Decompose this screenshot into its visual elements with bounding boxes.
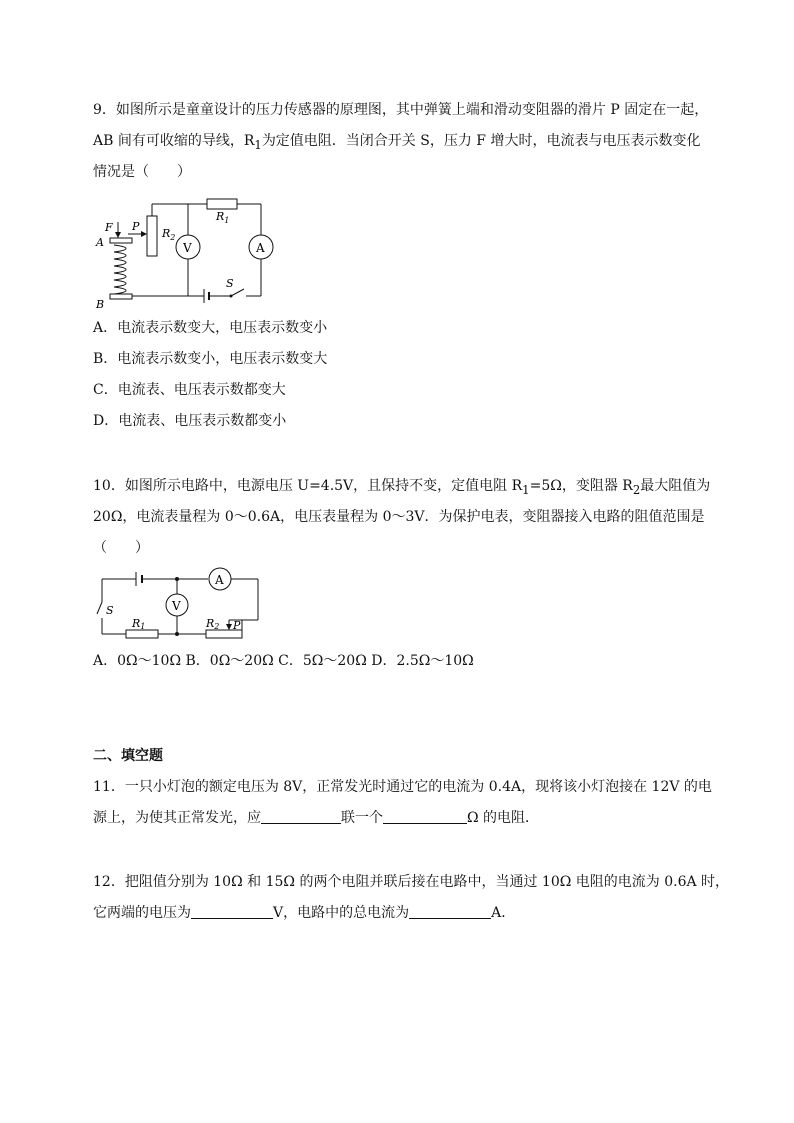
svg-text:A: A	[256, 241, 265, 255]
svg-text:F: F	[105, 221, 113, 234]
r2-resistor	[147, 216, 157, 256]
q10-line2: 20Ω，电流表量程为 0～0.6A，电压表量程为 0～3V．为保护电表，变阻器接入电路的阻值范围是	[93, 509, 705, 525]
q9-option-d[interactable]: D．电流表、电压表示数都变小	[93, 413, 287, 429]
svg-text:V: V	[172, 599, 181, 613]
svg-text:S: S	[106, 604, 114, 617]
answer-blank[interactable]	[409, 904, 491, 919]
q10-line3: （ ）	[93, 540, 149, 556]
q9-option-c[interactable]: C．电流表、电压表示数都变大	[93, 382, 286, 398]
answer-blank[interactable]	[383, 809, 467, 824]
answer-blank[interactable]	[261, 809, 341, 824]
q10-line1: 10．如图所示电路中，电源电压 U=4.5V，且保持不变，定值电阻 $R_1=5\Omega$，变阻器 $R_2$最大阻值为	[93, 478, 711, 497]
q9-line2: AB 间有可收缩的导线，$R_1$为定值电阻．当闭合开关 S，压力 F 增大时，电流表与电压表示数变化	[93, 133, 701, 152]
q12-line1: 12．把阻值分别为 10Ω 和 15Ω 的两个电阻并联后接在电路中，当通过 10Ω 电阻的电流为 0.6A 时，	[93, 874, 730, 890]
r1-resistor	[126, 630, 158, 638]
q11-line1: 11．一只小灯泡的额定电压为 8V，正常发光时通过它的电流为 0.4A，现将该小灯泡接在 12V 的电	[93, 779, 712, 795]
q11-line2: 源上，为使其正常发光，应 联一个 Ω 的电阻．	[93, 810, 540, 826]
r1-resistor	[207, 199, 237, 209]
svg-text:A: A	[215, 573, 224, 587]
svg-text:S: S	[226, 277, 234, 290]
svg-text:A: A	[96, 236, 104, 249]
q9-option-a[interactable]: A．电流表示数变大，电压表示数变小	[93, 320, 328, 336]
spring	[114, 245, 126, 294]
svg-text:R1: $R_1$	[216, 210, 230, 225]
q9-option-b[interactable]: B．电流表示数变小，电压表示数变大	[93, 351, 328, 367]
answer-blank[interactable]	[191, 904, 273, 919]
svg-text:R2: R2	[206, 617, 220, 631]
q10-circuit-diagram	[96, 566, 266, 642]
q9-line3: 情况是（ ）	[93, 164, 191, 180]
svg-text:R1: R1	[132, 617, 146, 631]
section-title-fill-in: 二、填空题	[93, 748, 163, 764]
svg-text:B: B	[96, 298, 105, 310]
q9-line1: 9．如图所示是童童设计的压力传感器的原理图，其中弹簧上端和滑动变阻器的滑片 P 固定在一起，	[93, 102, 709, 118]
svg-text:P: P	[132, 220, 140, 233]
q9-circuit-diagram	[92, 192, 282, 310]
svg-text:R2: $R_2$	[162, 227, 176, 242]
q12-line2: 它两端的电压为 V，电路中的总电流为 A．	[93, 905, 516, 921]
svg-text:V: V	[183, 241, 192, 255]
svg-text:P: P	[233, 619, 241, 632]
q10-options[interactable]: A．0Ω～10Ω B．0Ω～20Ω C．5Ω～20Ω D．2.5Ω～10Ω	[93, 653, 474, 669]
